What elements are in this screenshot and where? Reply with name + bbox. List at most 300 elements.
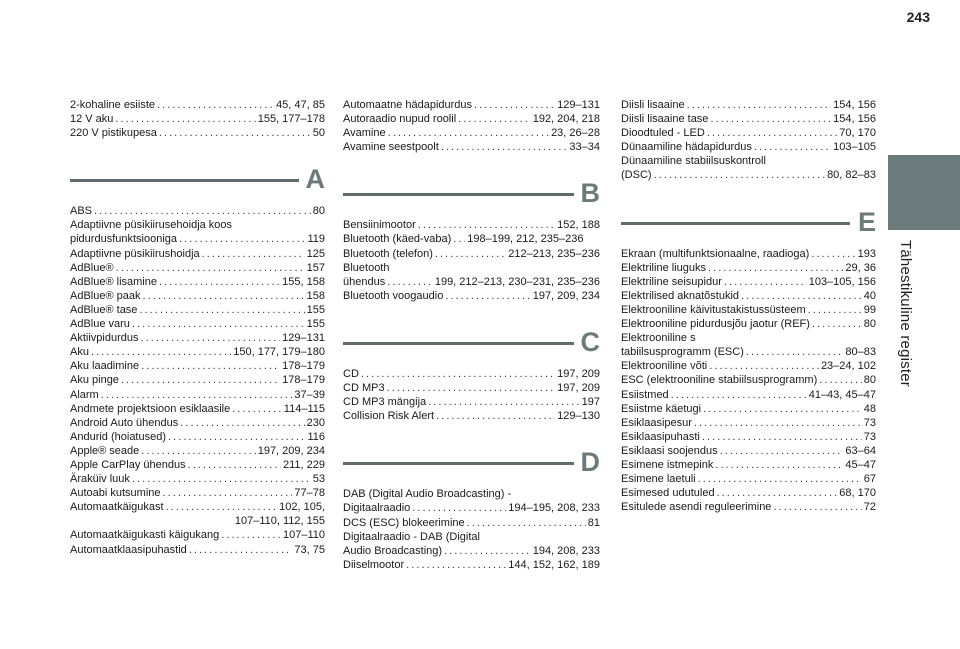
entry-term: Esiklaasipesur <box>621 416 692 429</box>
dot-leader <box>694 416 862 430</box>
index-entry <box>70 232 325 246</box>
entry-term: Elektrooniline võti <box>621 360 708 373</box>
dot-leader <box>406 558 506 572</box>
dot-leader <box>115 112 255 126</box>
dot-leader <box>143 289 305 303</box>
index-entry <box>70 261 325 275</box>
entry-pages: 155 <box>306 303 325 316</box>
section-divider <box>343 193 574 196</box>
dot-leader <box>435 247 506 261</box>
index-entry <box>70 430 325 444</box>
index-entry <box>621 458 876 472</box>
index-entry <box>343 544 600 558</box>
entry-term: Diisli lisaaine tase <box>621 113 709 126</box>
index-entry <box>70 247 325 261</box>
index-entry <box>70 317 325 331</box>
entry-pages: 119 <box>307 233 325 246</box>
index-entry <box>621 359 876 373</box>
entry-pages: 212–213, 235–236 <box>508 247 600 260</box>
entry-term: AdBlue® lisamine <box>70 275 157 288</box>
entry-pages: 211, 229 <box>282 458 325 471</box>
section-header <box>343 325 600 361</box>
entry-term: Esimene istmepink <box>621 458 714 471</box>
index-entry <box>70 275 325 289</box>
index-entry <box>621 472 876 486</box>
entry-term: Esiklaasi soojendus <box>621 444 718 457</box>
entry-pages: 197, 209, 234 <box>257 444 325 457</box>
entry-term: Bluetooth (telefon) <box>343 247 433 260</box>
index-entry <box>70 388 325 402</box>
entry-pages: 194–195, 208, 233 <box>508 502 600 515</box>
entry-pages: 178–179 <box>282 360 325 373</box>
entry-pages: 155, 158 <box>282 275 325 288</box>
index-entry <box>343 98 600 112</box>
index-entry <box>70 486 325 500</box>
dot-leader <box>189 543 293 557</box>
entry-pages: 80 <box>863 374 876 387</box>
entry-pages: 114–115 <box>283 402 325 415</box>
dot-leader <box>116 261 305 275</box>
index-entry <box>621 289 876 303</box>
dot-leader <box>708 261 843 275</box>
index-entry <box>621 247 876 261</box>
dot-leader <box>444 544 531 558</box>
index-entry <box>70 444 325 458</box>
entry-pages: 197, 209 <box>557 382 600 395</box>
entry-pages: 81 <box>587 516 600 529</box>
entry-term: Dioodtuled - LED <box>621 127 705 140</box>
entry-pages: 72 <box>863 501 876 514</box>
index-section <box>621 98 876 183</box>
entry-pages: 23–24, 102 <box>820 360 876 373</box>
index-entry <box>621 275 876 289</box>
entry-term: (DSC) <box>621 169 652 182</box>
entry-pages: 33–34 <box>569 141 600 154</box>
entry-term: Diisli lisaaine <box>621 99 685 111</box>
index-entry <box>70 472 325 486</box>
entry-pages: 50 <box>312 127 325 140</box>
entry-term: Esiklaasipuhasti <box>621 430 700 443</box>
entry-term: ESC (elektrooniline stabiilsusprogramm) <box>621 374 818 387</box>
entry-term: Dünaamiline hädapidurdus <box>621 141 752 154</box>
section-letter: D <box>580 447 600 478</box>
index-section <box>70 162 325 556</box>
entry-pages: 73 <box>863 430 876 443</box>
index-entry <box>343 247 600 261</box>
index-entry <box>70 458 325 472</box>
page-number: 243 <box>906 9 930 25</box>
index-entry-text: Dünaamiline stabiilsuskontroll <box>621 155 766 168</box>
entry-term: Apple CarPlay ühendus <box>70 458 186 471</box>
entry-pages: 77–78 <box>294 487 325 500</box>
index-entry <box>621 430 876 444</box>
dot-leader <box>436 409 555 423</box>
entry-term: 12 V aku <box>70 113 114 126</box>
entry-term: Automaatklaasipuhastid <box>70 543 187 556</box>
dot-leader <box>709 359 819 373</box>
index-entry <box>343 140 600 154</box>
dot-leader <box>707 126 838 140</box>
entry-pages: 155 <box>306 318 325 331</box>
section-letter: E <box>857 206 876 237</box>
entry-term: Aku pinge <box>70 374 119 387</box>
dot-leader <box>168 430 305 444</box>
entry-pages: 48 <box>863 402 876 415</box>
index-entry <box>621 373 876 387</box>
index-entry <box>343 409 600 423</box>
index-entry <box>343 232 600 246</box>
entry-term: AdBlue® tase <box>70 303 138 316</box>
dot-leader <box>91 345 231 359</box>
dot-leader <box>94 204 311 218</box>
entry-term: 220 V pistikupesa <box>70 127 157 140</box>
dot-leader <box>698 472 862 486</box>
index-entry <box>343 558 600 572</box>
chapter-title: Tähestikuline register <box>897 240 914 387</box>
dot-leader <box>715 458 843 472</box>
index-entry <box>621 444 876 458</box>
dot-leader <box>812 317 862 331</box>
dot-leader <box>121 373 280 387</box>
section-header <box>621 205 876 241</box>
index-entry <box>621 98 876 112</box>
entry-term: Adaptiivne püsikiirushoidja <box>70 247 200 260</box>
entry-pages: 197, 209, 234 <box>532 289 600 302</box>
entry-term: Ekraan (multifunktsionaalne, raadioga) <box>621 247 810 260</box>
index-section <box>70 98 325 140</box>
entry-pages: 197, 209 <box>557 367 600 380</box>
entry-pages: 80 <box>312 205 325 218</box>
entry-term: Automaatkäigukast <box>70 501 164 514</box>
entry-term: 2-kohaline esiiste <box>70 99 155 111</box>
entry-pages: 40 <box>863 289 876 302</box>
entry-pages: 144, 152, 162, 189 <box>508 558 600 571</box>
dot-leader <box>467 516 586 530</box>
section-divider <box>343 462 574 465</box>
index-entry-text: Bluetooth <box>343 261 390 274</box>
dot-leader <box>388 126 549 140</box>
index-entry <box>621 112 876 126</box>
dot-leader <box>720 444 844 458</box>
entry-term: CD MP3 mängija <box>343 396 427 409</box>
entry-term: pidurdusfunktsiooniga <box>70 233 178 246</box>
section-header <box>70 162 325 198</box>
entry-term: Äraküiv luuk <box>70 473 130 486</box>
entry-term: CD <box>343 367 359 380</box>
entry-pages: 37–39 <box>294 388 325 401</box>
dot-leader <box>441 140 568 154</box>
section-letter: B <box>580 178 600 209</box>
entry-term: Bluetooth voogaudio <box>343 289 444 302</box>
index-entry <box>70 543 325 557</box>
dot-leader <box>746 345 844 359</box>
dot-leader <box>140 331 280 345</box>
entry-term: Avamine <box>343 127 386 140</box>
index-entry <box>70 112 325 126</box>
entry-term: Bensiinimootor <box>343 219 416 232</box>
dot-leader <box>139 303 304 317</box>
dot-leader <box>387 381 556 395</box>
entry-term: Andmete projektsioon esiklaasile <box>70 402 231 415</box>
index-entry <box>70 331 325 345</box>
entry-term: AdBlue® <box>70 261 114 274</box>
entry-pages: 197 <box>581 396 600 409</box>
index-entry <box>70 402 325 416</box>
entry-term: Elektriline seisupidur <box>621 275 722 288</box>
entry-term: ABS <box>70 205 93 218</box>
entry-pages: 157 <box>306 261 325 274</box>
section-letter: A <box>305 164 325 195</box>
dot-leader <box>671 388 807 402</box>
entry-pages: 70, 170 <box>839 127 876 140</box>
dot-leader <box>819 373 862 387</box>
dot-leader <box>741 289 862 303</box>
dot-leader <box>232 402 282 416</box>
entry-term: Avamine seestpoolt <box>343 141 439 154</box>
section-header <box>343 445 600 481</box>
dot-leader <box>428 395 580 409</box>
entry-term: AdBlue® paak <box>70 289 141 302</box>
dot-leader <box>166 500 278 514</box>
dot-leader <box>387 275 433 289</box>
dot-leader <box>474 98 555 112</box>
dot-leader <box>163 486 293 500</box>
index-entry <box>621 168 876 182</box>
section-divider <box>70 179 299 182</box>
entry-pages: 155, 177–178 <box>257 113 325 126</box>
index-entry <box>343 275 600 289</box>
entry-term: ühendus <box>343 275 386 288</box>
chapter-tab <box>888 155 960 230</box>
entry-term: Android Auto ühendus <box>70 416 179 429</box>
dot-leader <box>703 402 862 416</box>
entry-term: Elektriline liuguks <box>621 261 706 274</box>
index-entry <box>343 501 600 515</box>
index-section <box>343 98 600 154</box>
entry-term: Digitaalraadio <box>343 502 411 515</box>
index-entry <box>621 416 876 430</box>
entry-pages: 107–110 <box>282 529 325 542</box>
entry-pages: 198–199, 212, 235–236 <box>467 233 584 246</box>
entry-term: Aku laadimine <box>70 360 140 373</box>
entry-pages: 230 <box>306 416 325 429</box>
entry-term: Diiselmootor <box>343 558 405 571</box>
entry-pages: 152, 188 <box>557 219 600 232</box>
index-entry <box>343 126 600 140</box>
index-entry <box>343 516 600 530</box>
dot-leader <box>453 232 465 246</box>
entry-term: Esitulede asendi reguleerimine <box>621 501 772 514</box>
index-entry <box>70 500 325 514</box>
index-entry <box>70 303 325 317</box>
entry-pages: 199, 212–213, 230–231, 235–236 <box>434 275 600 288</box>
dot-leader <box>179 232 305 246</box>
entry-pages: 68, 170 <box>839 487 876 500</box>
entry-pages: 154, 156 <box>833 99 876 111</box>
entry-pages: 67 <box>863 473 876 486</box>
dot-leader <box>445 289 530 303</box>
section-divider <box>343 342 574 345</box>
entry-term: Esiistmed <box>621 388 669 401</box>
index-entry <box>70 126 325 140</box>
index-section <box>343 176 600 303</box>
dot-leader <box>180 416 304 430</box>
entry-term: Collision Risk Alert <box>343 410 435 423</box>
dot-leader <box>702 430 862 444</box>
dot-leader <box>361 367 555 381</box>
index-section <box>621 205 876 515</box>
section-divider <box>621 222 850 225</box>
dot-leader <box>808 303 862 317</box>
entry-term: Alarm <box>70 388 99 401</box>
entry-pages: 193 <box>857 247 876 260</box>
dot-leader <box>654 168 826 182</box>
entry-pages: 73, 75 <box>294 543 325 556</box>
entry-pages: 192, 204, 218 <box>532 113 600 126</box>
dot-leader <box>141 444 255 458</box>
entry-term: Esimesed udutuled <box>621 487 715 500</box>
entry-pages: 53 <box>312 473 325 486</box>
entry-term: Autoabi kutsumine <box>70 487 161 500</box>
index-section <box>343 325 600 423</box>
dot-leader <box>221 528 281 542</box>
index-entry <box>70 416 325 430</box>
entry-term: tabiilsusprogramm (ESC) <box>621 346 744 359</box>
entry-term: Autoraadio nupud roolil <box>343 113 457 126</box>
dot-leader <box>412 501 506 515</box>
index-column-3 <box>621 98 876 514</box>
entry-pages: 129–131 <box>557 99 600 111</box>
entry-pages: 129–131 <box>282 332 325 345</box>
index-entry-text: Digitaalraadio - DAB (Digital <box>343 530 480 543</box>
entry-pages: 63–64 <box>845 444 876 457</box>
entry-term: Apple® seade <box>70 444 140 457</box>
entry-term: Andurid (hoiatused) <box>70 430 167 443</box>
index-column-1 <box>70 98 325 557</box>
entry-term: Audio Broadcasting) <box>343 544 443 557</box>
index-entry <box>343 112 600 126</box>
entry-term: Aktiivpidurdus <box>70 332 139 345</box>
dot-leader <box>159 126 311 140</box>
entry-term: Aku <box>70 346 89 359</box>
index-section <box>343 445 600 572</box>
index-entry-text: Elektrooniline s <box>621 332 696 345</box>
dot-leader <box>132 472 311 486</box>
entry-pages: 158 <box>306 289 325 302</box>
entry-term: AdBlue varu <box>70 318 130 331</box>
dot-leader <box>132 317 305 331</box>
index-entry <box>70 359 325 373</box>
entry-pages: 125 <box>306 247 325 260</box>
index-entry <box>621 303 876 317</box>
dot-leader <box>101 388 293 402</box>
entry-pages: 99 <box>863 303 876 316</box>
entry-term: CD MP3 <box>343 382 385 395</box>
dot-leader <box>157 98 274 112</box>
entry-pages: 45–47 <box>845 458 876 471</box>
index-entry <box>621 402 876 416</box>
entry-term: Elektrooniline pidurdusjõu jaotur (REF) <box>621 318 810 331</box>
entry-term: Automaatne hädapidurdus <box>343 99 473 111</box>
entry-pages: 178–179 <box>282 374 325 387</box>
index-entry-text: DAB (Digital Audio Broadcasting) - <box>343 488 512 501</box>
index-entry <box>70 204 325 218</box>
dot-leader <box>202 247 305 261</box>
entry-pages: 29, 36 <box>845 261 876 274</box>
entry-term: DCS (ESC) blokeerimine <box>343 516 465 529</box>
index-entry <box>70 345 325 359</box>
dot-leader <box>773 500 861 514</box>
section-header <box>343 176 600 212</box>
dot-leader <box>717 486 838 500</box>
entry-pages: 80 <box>863 318 876 331</box>
entry-pages: 102, 105, <box>279 501 325 514</box>
dot-leader <box>710 112 831 126</box>
index-column-2 <box>343 98 600 572</box>
entry-pages: 41–43, 45–47 <box>808 388 876 401</box>
entry-pages: 80, 82–83 <box>827 169 876 182</box>
dot-leader <box>724 275 807 289</box>
entry-pages: 103–105, 156 <box>808 275 876 288</box>
entry-term: Elektrooniline käivitustakistussüsteem <box>621 303 806 316</box>
entry-term: Esimene laetuli <box>621 473 696 486</box>
entry-term: Bluetooth (käed-vaba) <box>343 233 452 246</box>
index-entry <box>621 317 876 331</box>
index-entry <box>343 381 600 395</box>
index-entry <box>70 289 325 303</box>
entry-term: Automaatkäigukasti käigukang <box>70 529 220 542</box>
entry-pages: 45, 47, 85 <box>276 99 325 111</box>
dot-leader <box>418 218 555 232</box>
index-entry <box>343 289 600 303</box>
index-entry-text: Adaptiivne püsikiirusehoidja koos <box>70 219 233 232</box>
entry-pages: 80–83 <box>845 346 876 359</box>
entry-term: Elektrilised aknatõstukid <box>621 289 740 302</box>
dot-leader <box>188 458 281 472</box>
index-entry <box>621 500 876 514</box>
index-entry <box>70 528 325 542</box>
section-letter: C <box>580 326 600 357</box>
dot-leader <box>159 275 280 289</box>
index-entry <box>621 126 876 140</box>
entry-pages: 73 <box>863 416 876 429</box>
entry-pages: 23, 26–28 <box>551 127 600 140</box>
entry-pages: 103–105 <box>833 141 876 154</box>
index-entry-text: 107–110, 112, 155 <box>234 515 325 528</box>
index-entry <box>621 388 876 402</box>
index-entry <box>343 218 600 232</box>
dot-leader <box>458 112 531 126</box>
entry-term: Esiistme käetugi <box>621 402 702 415</box>
index-entry <box>621 261 876 275</box>
index-entry <box>621 140 876 154</box>
dot-leader <box>141 359 280 373</box>
index-entry <box>343 395 600 409</box>
index-entry <box>621 345 876 359</box>
index-entry <box>621 486 876 500</box>
entry-pages: 150, 177, 179–180 <box>233 346 325 359</box>
dot-leader <box>811 247 855 261</box>
index-entry <box>70 98 325 112</box>
dot-leader <box>754 140 831 154</box>
index-entry <box>70 373 325 387</box>
index-entry <box>343 367 600 381</box>
entry-pages: 129–130 <box>557 410 600 423</box>
entry-pages: 154, 156 <box>833 113 876 126</box>
entry-pages: 116 <box>307 430 325 443</box>
entry-pages: 194, 208, 233 <box>532 544 600 557</box>
dot-leader <box>687 98 832 112</box>
